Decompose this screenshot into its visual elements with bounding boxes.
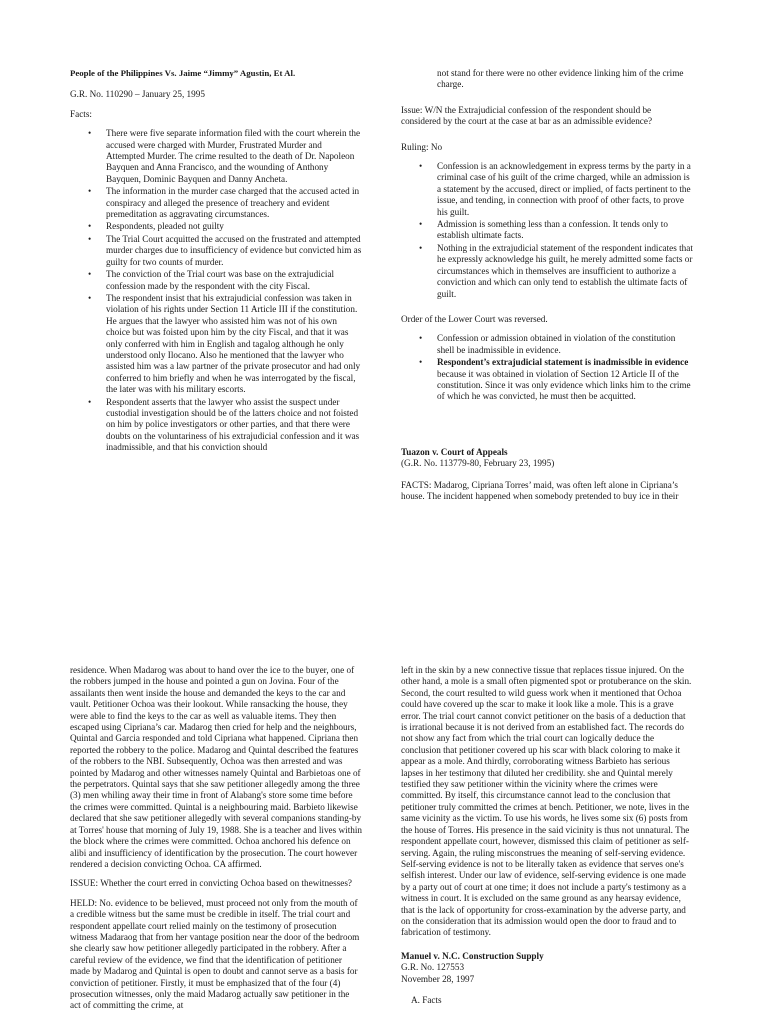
- bullet-icon: •: [88, 396, 92, 407]
- facts-continuation: not stand for there were no other evidence linking him of the crime charge.: [437, 68, 684, 90]
- list-item: • There were five separate information filed with the court wherein the accused were charged with Murder, Frustrated Murder and Attempted Murder. The crime resulted to the death of Dr. Napoleon Bayquen and Anna Francisco, and the wounding of Anthony Bayquen, Dominic Bayquen and Danny Ancheta.: [88, 128, 361, 184]
- case2-block: [401, 447, 693, 503]
- case3-next: A. Facts: [411, 994, 442, 1005]
- list-item: • The information in the murder case charged that the accused acted in conspiracy and alleged the presence of treachery and evident premeditation as aggravating circumstances.: [88, 186, 360, 220]
- order-list: [401, 333, 693, 402]
- case2-facts-cont: house. The incident happened when somebody pretended to buy ice in their: [401, 490, 679, 501]
- list-item: • The conviction of the Trial court was base on the extrajudicial confession made by the respondent with the city Fiscal.: [88, 269, 335, 291]
- page2-right-column: [401, 665, 693, 1006]
- facts-label: Facts:: [70, 108, 92, 119]
- list-item: • Respondent asserts that the lawyer who assist the suspect under custodial investigation should be of the latters choice and not foisted on him by police investigators or other parties, and that there were doubts on the voluntariness of his extrajudicial confession and it was inadmissible, and that his conviction should: [88, 396, 360, 453]
- case2-facts-lead: FACTS: Madarog, Cipriana Torres’ maid, was often left alone in Cipriana’s: [401, 479, 678, 490]
- case3-gr: G.R. No. 127553: [401, 962, 465, 973]
- narrative-paragraph: residence. When Madarog was about to hand over the ice to the buyer, one of the robbers jumped in the house and pointed a gun on Jovina. Four of the assailants then went inside the house and demanded the keys to the car and vault. Petitioner Ochoa was their lookout. While ransacking the house, they were able to find the keys to the car as well as valuable items. They then escaped using Cipriana’s car. Madarog then cried for help and the neighbours, Quintal and Garcia responded and told Cipriana what happened. Cipriana then reported the robbery to the police. Madarog and Quintal described the features of the robbers to the NBI. Subsequently, Ochoa was then arrested and was pointed by Madarog and other witnesses namely Quintal and Barbietoas one of the perpetrators. Quintal says that she saw petitioner allegedly among the three (3) men whiling away their time in front of Alabang's store some time before the crimes were committed. Quintal is a neighbouring maid. Barbieto likewise declared that she saw petitioner allegedly with several companions standing-by at Torres' house that morning of July 19, 1988. She is a teacher and lives within the block where the crimes were committed. Ochoa anchored his defence on alibi and insufficiency of identification by the prosecution. The court however rendered a decision convicting Ochoa. CA affirmed.: [70, 665, 362, 869]
- bullet-icon: •: [419, 333, 423, 344]
- reasoning-paragraph: Second, the court resulted to wild guess work when it mentioned that Ochoa could have covered up the scar to make it look like a mole. This is a grave error. The trial court cannot convict petitioner on the basis of a deduction that is irrational because it is not derived from an established fact. The records do not show any fact from which the trial court can logically deduce the conclusion that petitioner covered up his scar with black coloring to make it appear as a mole. And thirdly, corroborating witness Barbieto has serious lapses in her testimony that diluted her credibility. she and Quintal merely testified they saw petitioner within the vicinity where the crimes were committed. By itself, this circumstance cannot lead to the conclusion that petitioner truly committed the crimes at bench. Petitioner, we note, lives in the same vicinity as the victim. To use his words, he lives some six (6) posts from the house of Torres. His presence in the said vicinity is thus not unnatural. The respondent appellate court, however, dismissed this claim of petitioner as self-serving. Again, the ruling misconstrues the meaning of self-serving evidence. Self-serving evidence is not to be literally taken as evidence that serves one's selfish interest. Under our law of evidence, self-serving evidence is one made by a party out of court at one time; it does not include a party's testimony as a witness in court. It is excluded on the same ground as any hearsay evidence, that is the lack of opportunity for cross-examination by the adverse party, and on the consideration that its admission would open the door to fraud and to fabrication of testimony.: [401, 687, 690, 938]
- case-gr-number: G.R. No. 110290 – January 25, 1995: [70, 89, 205, 100]
- bullet-icon: •: [88, 233, 92, 244]
- bullet-icon: •: [88, 186, 92, 197]
- list-item: • Admission is something less than a confession. It tends only to establish ultimate facts.: [419, 219, 668, 241]
- ruling-label: Ruling: No: [401, 141, 443, 152]
- bullet-icon: •: [88, 269, 92, 280]
- bullet-icon: •: [419, 161, 423, 172]
- list-item: • The Trial Court acquitted the accused on the frustrated and attempted murder charges due to insufficiency of evidence but convicted him as guilty for two counts of murder.: [88, 233, 362, 267]
- bullet-icon: •: [419, 219, 423, 230]
- page1-left-column: [70, 68, 362, 464]
- page1-right-column: [401, 68, 693, 502]
- bold-statement: Respondent’s extrajudicial statement is inadmissible in evidence: [437, 357, 689, 368]
- held-text: HELD: No. evidence to be believed, must proceed not only from the mouth of a credible witness but the same must be credible in itself. The trial court and respondent appellate court relied mainly on the testimony of prosecution witness Madaraog that from her vantage position near the door of the bedroom she clearly saw how petitioner allegedly participated in the robbery. After a careful review of the evidence, we find that the identification of petitioner made by Madarog and Quintal is open to doubt and cannot serve as a basis for conviction of petitioner. Firstly, it must be emphasized that of the four (4) prosecution witnesses, only the maid Madarog actually saw petitioner in the act of committing the crime, at: [70, 897, 360, 1011]
- page2-left-column: [70, 665, 362, 1020]
- bullet-icon: •: [88, 221, 92, 232]
- list-item: • Respondent’s extrajudicial statement is inadmissible in evidence because it was obtained in violation of Section 12 Article II of the constitution. Since it was only evidence which links him to the crime of which he was convicted, he must then be acquitted.: [419, 357, 691, 402]
- bullet-icon: •: [419, 357, 423, 368]
- case2-gr: (G.R. No. 113779-80, February 23, 1995): [401, 458, 555, 469]
- facts-list: [70, 128, 362, 453]
- case2-title: Tuazon v. Court of Appeals: [401, 446, 508, 457]
- list-item: • Respondents, pleaded not guilty: [88, 221, 224, 232]
- ruling-list: [401, 161, 693, 300]
- case3-title: Manuel v. N.C. Construction Supply: [401, 950, 544, 961]
- case3-date: November 28, 1997: [401, 973, 475, 984]
- list-item: • Confession is an acknowledgement in express terms by the party in a criminal case of his guilt of the crime charged, while an admission is a statement by the accused, direct or implied, of facts pertinent to the issue, and tending, in connection with proof of other facts, to prove his guilt.: [419, 161, 691, 217]
- issue2-text: ISSUE: Whether the court erred in convicting Ochoa based on thewitnesses?: [70, 878, 353, 889]
- list-item: • Confession or admission obtained in violation of the constitution shell be inadmissible in evidence.: [419, 333, 676, 355]
- order-text: Order of the Lower Court was reversed.: [401, 313, 548, 324]
- bullet-icon: •: [88, 292, 92, 303]
- mole-paragraph: left in the skin by a new connective tissue that replaces tissue injured. On the other hand, a mole is a small often pigmented spot or protuberance on the skin.: [401, 665, 692, 687]
- bullet-icon: •: [88, 128, 92, 139]
- list-item: • The respondent insist that his extrajudicial confession was taken in violation of his rights under Section 11 Article III if the constitution. He argues that the lawyer who assisted him was not of his own choice but was foisted upon him by the city Fiscal, and that it was only conferred with him in English and tagalog although he only understood only Ilocano. Also he mentioned that the lawyer who assisted him was a law partner of the private prosecutor and had only conferred to him briefly and when he was interrogated by the fiscal, the later was with his military escorts.: [88, 292, 361, 395]
- case-title: People of the Philippines Vs. Jaime “Jimmy” Agustin, Et Al.: [70, 68, 296, 78]
- bullet-icon: •: [419, 242, 423, 253]
- list-item: • Nothing in the extrajudicial statement of the respondent indicates that he expressly acknowledge his guilt, he merely admitted some facts or circumstances which in themselves are insufficient to authorize a conviction and which can only tend to establish the ultimate facts of guilt.: [419, 242, 693, 299]
- issue-text: Issue: W/N the Extrajudicial confession of the respondent should be considered by the court at the case at bar as an admissible evidence?: [401, 104, 653, 127]
